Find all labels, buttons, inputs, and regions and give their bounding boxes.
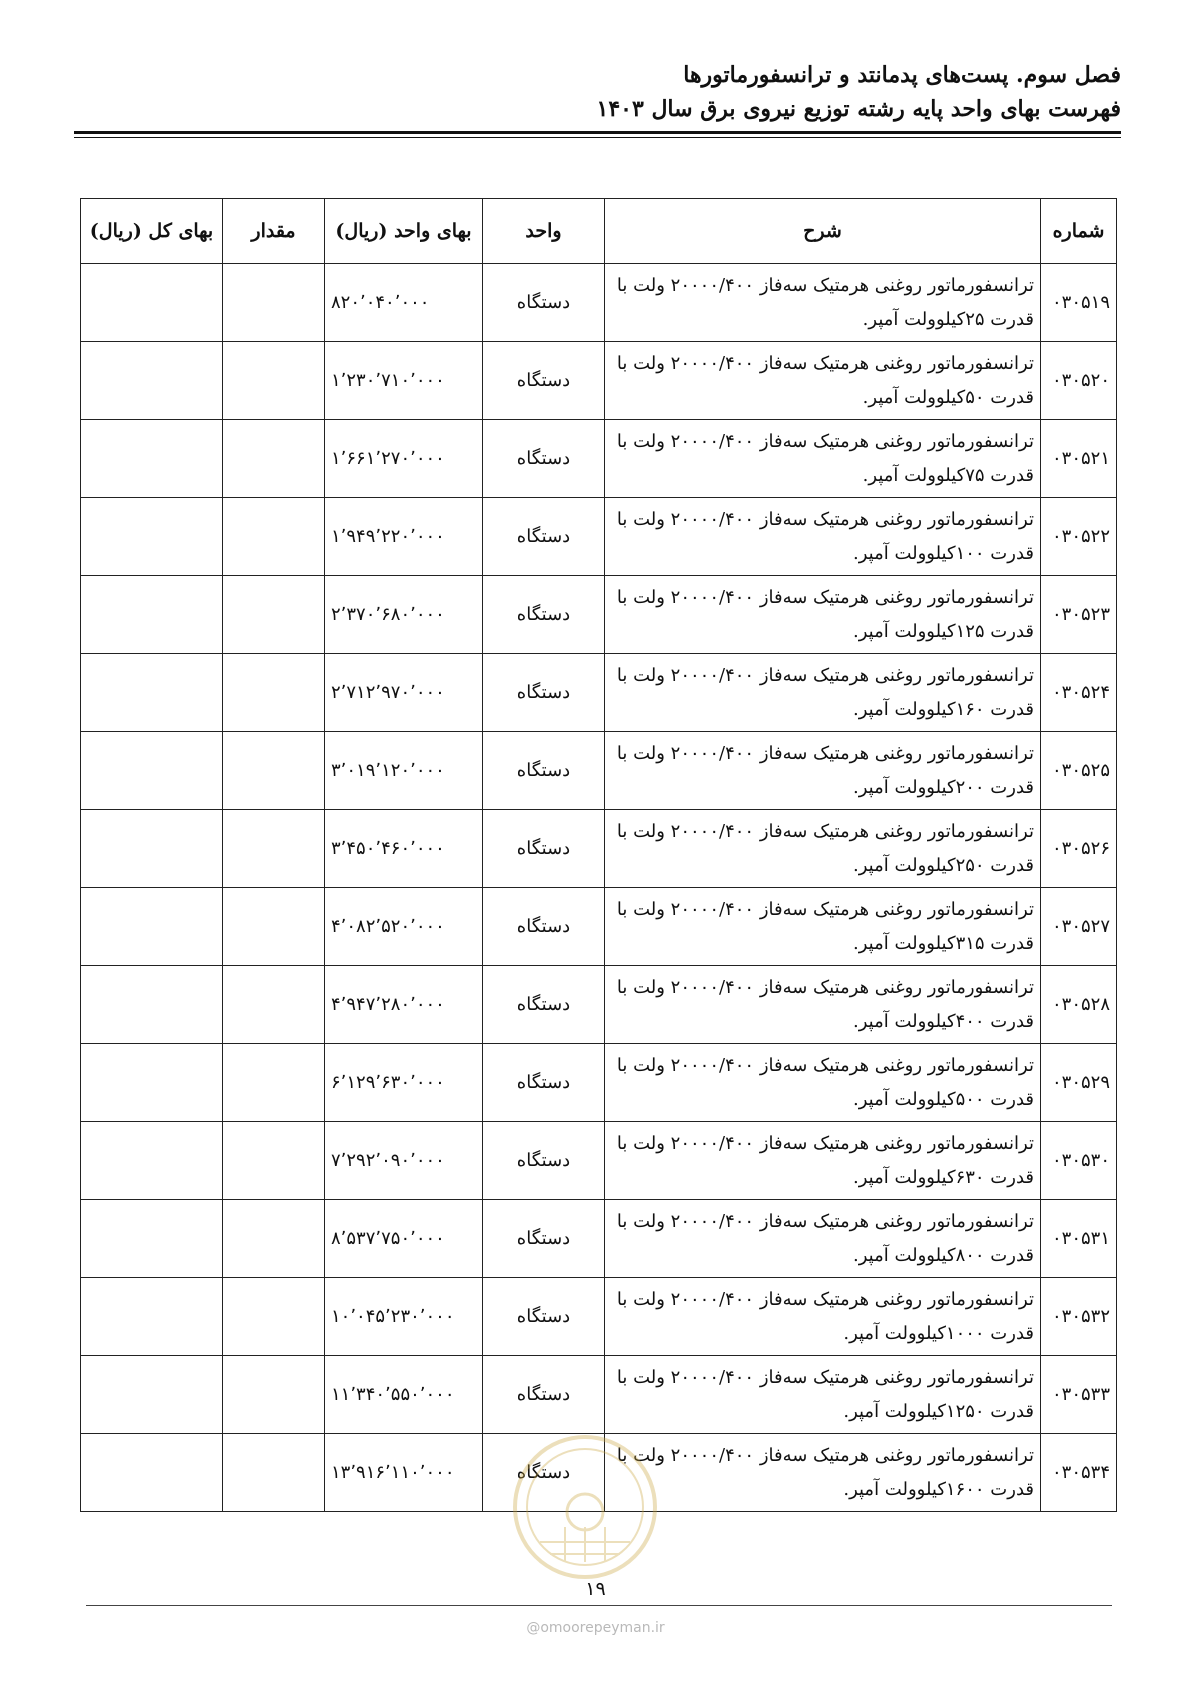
item-unit-price: ۴٬۰۸۲٬۵۲۰٬۰۰۰ (325, 888, 483, 966)
item-unit: دستگاه (483, 1200, 605, 1278)
item-total-price (81, 732, 223, 810)
description-line-1: ترانسفورماتور روغنی هرمتیک سه‌فاز ۲۰۰۰۰/۴۰۰ ولت با (616, 508, 1034, 530)
item-total-price (81, 1278, 223, 1356)
item-unit: دستگاه (483, 1356, 605, 1434)
description-line-2: قدرت ۵۰کیلوولت آمپر. (862, 386, 1034, 408)
item-description (605, 1200, 1041, 1278)
item-unit-price: ۲٬۳۷۰٬۶۸۰٬۰۰۰ (325, 576, 483, 654)
item-quantity (223, 576, 325, 654)
table-row (81, 264, 1117, 342)
description-line-1: ترانسفورماتور روغنی هرمتیک سه‌فاز ۲۰۰۰۰/۴۰۰ ولت با (616, 1444, 1034, 1466)
item-description (605, 498, 1041, 576)
item-unit-price: ۴٬۹۴۷٬۲۸۰٬۰۰۰ (325, 966, 483, 1044)
table-row (81, 966, 1117, 1044)
item-code: ۰۳۰۵۲۰ (1041, 342, 1117, 420)
item-total-price (81, 1200, 223, 1278)
description-line-1: ترانسفورماتور روغنی هرمتیک سه‌فاز ۲۰۰۰۰/۴۰۰ ولت با (616, 274, 1034, 296)
table-header-row (81, 199, 1117, 264)
description-line-2: قدرت ۱۲۵۰کیلوولت آمپر. (843, 1400, 1034, 1422)
seal-watermark-icon (510, 1432, 660, 1582)
description-line-1: ترانسفورماتور روغنی هرمتیک سه‌فاز ۲۰۰۰۰/۴۰۰ ولت با (616, 820, 1034, 842)
item-total-price (81, 966, 223, 1044)
item-unit-price: ۲٬۷۱۲٬۹۷۰٬۰۰۰ (325, 654, 483, 732)
item-total-price (81, 1122, 223, 1200)
item-quantity (223, 1122, 325, 1200)
item-unit-price: ۸۲۰٬۰۴۰٬۰۰۰ (325, 264, 483, 342)
item-description (605, 1356, 1041, 1434)
table-row (81, 420, 1117, 498)
item-unit: دستگاه (483, 420, 605, 498)
item-unit-price: ۷٬۲۹۲٬۰۹۰٬۰۰۰ (325, 1122, 483, 1200)
item-description (605, 1434, 1041, 1512)
header-unit: واحد (483, 199, 605, 264)
item-total-price (81, 420, 223, 498)
item-quantity (223, 732, 325, 810)
description-line-1: ترانسفورماتور روغنی هرمتیک سه‌فاز ۲۰۰۰۰/۴۰۰ ولت با (616, 664, 1034, 686)
item-quantity (223, 1434, 325, 1512)
item-unit-price: ۱۳٬۹۱۶٬۱۱۰٬۰۰۰ (325, 1434, 483, 1512)
item-description (605, 810, 1041, 888)
page-header (70, 58, 1121, 126)
item-unit: دستگاه (483, 576, 605, 654)
item-total-price (81, 810, 223, 888)
table-row (81, 1044, 1117, 1122)
header-unit-price: بهای واحد (ریال) (325, 199, 483, 264)
header-number: شماره (1041, 199, 1117, 264)
item-unit: دستگاه (483, 732, 605, 810)
item-code: ۰۳۰۵۳۲ (1041, 1278, 1117, 1356)
table-row (81, 810, 1117, 888)
item-quantity (223, 1278, 325, 1356)
description-line-2: قدرت ۲۵۰کیلوولت آمپر. (853, 854, 1034, 876)
table-row (81, 1356, 1117, 1434)
item-quantity (223, 810, 325, 888)
header-total-price: بهای کل (ریال) (81, 199, 223, 264)
item-description (605, 1044, 1041, 1122)
item-unit: دستگاه (483, 654, 605, 732)
website-watermark: @omoorepeyman.ir (526, 1620, 665, 1636)
header-rule-thick (74, 131, 1121, 134)
item-quantity (223, 1044, 325, 1122)
header-quantity: مقدار (223, 199, 325, 264)
item-unit-price: ۳٬۴۵۰٬۴۶۰٬۰۰۰ (325, 810, 483, 888)
description-line-1: ترانسفورماتور روغنی هرمتیک سه‌فاز ۲۰۰۰۰/۴۰۰ ولت با (616, 1054, 1034, 1076)
item-code: ۰۳۰۵۳۳ (1041, 1356, 1117, 1434)
header-rule-thin (74, 137, 1121, 138)
chapter-title: فصل سوم. پست‌های پدمانتد و ترانسفورماتورها (683, 62, 1121, 88)
item-total-price (81, 264, 223, 342)
item-unit: دستگاه (483, 888, 605, 966)
item-unit-price: ۱۰٬۰۴۵٬۲۳۰٬۰۰۰ (325, 1278, 483, 1356)
footer-rule (86, 1605, 1112, 1606)
item-description (605, 420, 1041, 498)
item-description (605, 1122, 1041, 1200)
description-line-1: ترانسفورماتور روغنی هرمتیک سه‌فاز ۲۰۰۰۰/۴۰۰ ولت با (616, 430, 1034, 452)
header-description: شرح (605, 199, 1041, 264)
item-unit: دستگاه (483, 1122, 605, 1200)
description-line-2: قدرت ۱۲۵کیلوولت آمپر. (853, 620, 1034, 642)
description-line-2: قدرت ۴۰۰کیلوولت آمپر. (853, 1010, 1034, 1032)
item-description (605, 264, 1041, 342)
item-description (605, 732, 1041, 810)
description-line-1: ترانسفورماتور روغنی هرمتیک سه‌فاز ۲۰۰۰۰/۴۰۰ ولت با (616, 1210, 1034, 1232)
item-total-price (81, 1044, 223, 1122)
item-total-price (81, 576, 223, 654)
item-total-price (81, 1434, 223, 1512)
item-quantity (223, 498, 325, 576)
item-description (605, 888, 1041, 966)
item-unit: دستگاه (483, 264, 605, 342)
item-unit-price: ۸٬۵۳۷٬۷۵۰٬۰۰۰ (325, 1200, 483, 1278)
item-unit-price: ۳٬۰۱۹٬۱۲۰٬۰۰۰ (325, 732, 483, 810)
item-unit-price: ۱٬۶۶۱٬۲۷۰٬۰۰۰ (325, 420, 483, 498)
table-row (81, 1278, 1117, 1356)
table-row (81, 888, 1117, 966)
item-total-price (81, 342, 223, 420)
price-table (80, 198, 1117, 1512)
table-row (81, 342, 1117, 420)
description-line-1: ترانسفورماتور روغنی هرمتیک سه‌فاز ۲۰۰۰۰/۴۰۰ ولت با (616, 586, 1034, 608)
item-description (605, 342, 1041, 420)
item-unit-price: ۶٬۱۲۹٬۶۳۰٬۰۰۰ (325, 1044, 483, 1122)
item-code: ۰۳۰۵۲۳ (1041, 576, 1117, 654)
item-quantity (223, 342, 325, 420)
item-code: ۰۳۰۵۳۱ (1041, 1200, 1117, 1278)
item-description (605, 1278, 1041, 1356)
book-title: فهرست بهای واحد پایه رشته توزیع نیروی برق سال ۱۴۰۳ (596, 96, 1121, 122)
item-description (605, 966, 1041, 1044)
table-row (81, 576, 1117, 654)
description-line-1: ترانسفورماتور روغنی هرمتیک سه‌فاز ۲۰۰۰۰/۴۰۰ ولت با (616, 1288, 1034, 1310)
description-line-1: ترانسفورماتور روغنی هرمتیک سه‌فاز ۲۰۰۰۰/۴۰۰ ولت با (616, 352, 1034, 374)
item-quantity (223, 654, 325, 732)
table-row (81, 732, 1117, 810)
description-line-1: ترانسفورماتور روغنی هرمتیک سه‌فاز ۲۰۰۰۰/۴۰۰ ولت با (616, 742, 1034, 764)
description-line-1: ترانسفورماتور روغنی هرمتیک سه‌فاز ۲۰۰۰۰/۴۰۰ ولت با (616, 898, 1034, 920)
item-code: ۰۳۰۵۲۶ (1041, 810, 1117, 888)
description-line-2: قدرت ۱۰۰کیلوولت آمپر. (853, 542, 1034, 564)
item-unit: دستگاه (483, 1434, 605, 1512)
item-total-price (81, 498, 223, 576)
item-code: ۰۳۰۵۱۹ (1041, 264, 1117, 342)
item-unit-price: ۱٬۲۳۰٬۷۱۰٬۰۰۰ (325, 342, 483, 420)
item-quantity (223, 420, 325, 498)
item-quantity (223, 1200, 325, 1278)
item-unit: دستگاه (483, 966, 605, 1044)
item-code: ۰۳۰۵۳۰ (1041, 1122, 1117, 1200)
item-code: ۰۳۰۵۲۵ (1041, 732, 1117, 810)
item-quantity (223, 966, 325, 1044)
description-line-2: قدرت ۳۱۵کیلوولت آمپر. (853, 932, 1034, 954)
item-quantity (223, 1356, 325, 1434)
table-row (81, 1200, 1117, 1278)
item-total-price (81, 888, 223, 966)
item-total-price (81, 654, 223, 732)
description-line-1: ترانسفورماتور روغنی هرمتیک سه‌فاز ۲۰۰۰۰/۴۰۰ ولت با (616, 976, 1034, 998)
item-quantity (223, 264, 325, 342)
description-line-2: قدرت ۱۰۰۰کیلوولت آمپر. (843, 1322, 1034, 1344)
item-unit: دستگاه (483, 498, 605, 576)
description-line-2: قدرت ۲۰۰کیلوولت آمپر. (853, 776, 1034, 798)
item-unit: دستگاه (483, 810, 605, 888)
item-code: ۰۳۰۵۲۹ (1041, 1044, 1117, 1122)
description-line-2: قدرت ۱۶۰۰کیلوولت آمپر. (843, 1478, 1034, 1500)
description-line-2: قدرت ۱۶۰کیلوولت آمپر. (853, 698, 1034, 720)
description-line-2: قدرت ۵۰۰کیلوولت آمپر. (853, 1088, 1034, 1110)
item-unit-price: ۱٬۹۴۹٬۲۲۰٬۰۰۰ (325, 498, 483, 576)
item-unit-price: ۱۱٬۳۴۰٬۵۵۰٬۰۰۰ (325, 1356, 483, 1434)
table-row (81, 498, 1117, 576)
table-row (81, 654, 1117, 732)
item-description (605, 654, 1041, 732)
description-line-1: ترانسفورماتور روغنی هرمتیک سه‌فاز ۲۰۰۰۰/۴۰۰ ولت با (616, 1132, 1034, 1154)
description-line-2: قدرت ۷۵کیلوولت آمپر. (862, 464, 1034, 486)
description-line-2: قدرت ۶۳۰کیلوولت آمپر. (853, 1166, 1034, 1188)
item-unit: دستگاه (483, 1278, 605, 1356)
table-row (81, 1122, 1117, 1200)
page-number: ۱۹ (585, 1578, 606, 1600)
item-code: ۰۳۰۵۳۴ (1041, 1434, 1117, 1512)
item-code: ۰۳۰۵۲۸ (1041, 966, 1117, 1044)
item-code: ۰۳۰۵۲۴ (1041, 654, 1117, 732)
description-line-1: ترانسفورماتور روغنی هرمتیک سه‌فاز ۲۰۰۰۰/۴۰۰ ولت با (616, 1366, 1034, 1388)
item-unit: دستگاه (483, 1044, 605, 1122)
item-total-price (81, 1356, 223, 1434)
description-line-2: قدرت ۸۰۰کیلوولت آمپر. (853, 1244, 1034, 1266)
item-code: ۰۳۰۵۲۷ (1041, 888, 1117, 966)
item-code: ۰۳۰۵۲۱ (1041, 420, 1117, 498)
item-unit: دستگاه (483, 342, 605, 420)
item-code: ۰۳۰۵۲۲ (1041, 498, 1117, 576)
item-quantity (223, 888, 325, 966)
item-description (605, 576, 1041, 654)
description-line-2: قدرت ۲۵کیلوولت آمپر. (862, 308, 1034, 330)
